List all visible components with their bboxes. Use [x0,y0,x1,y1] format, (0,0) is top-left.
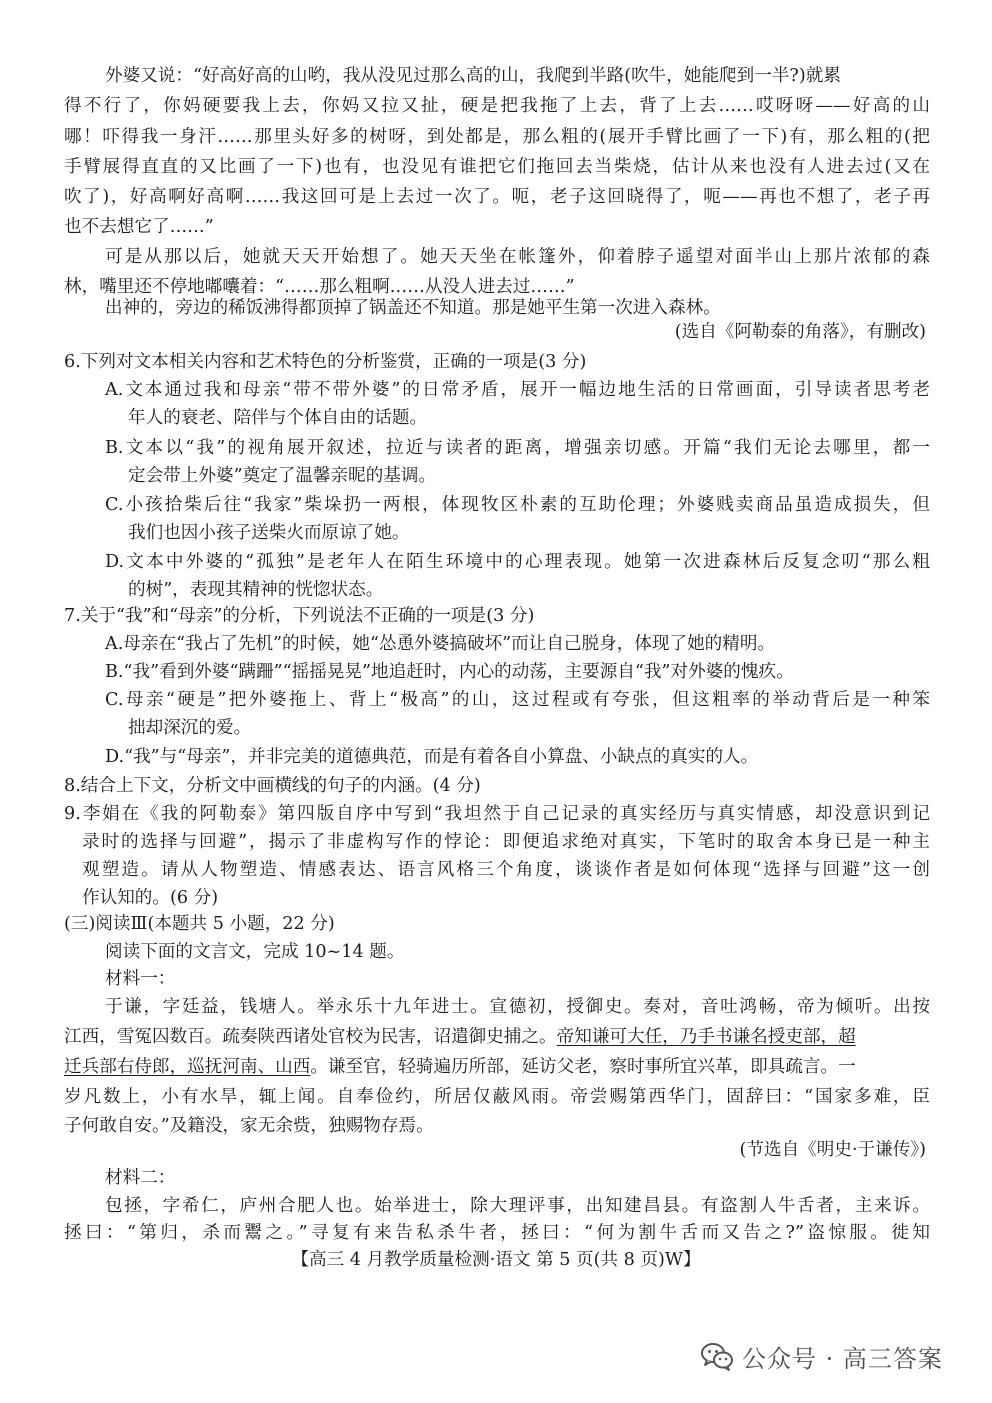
material-1-text: 江西，雪冤囚数百。疏奏陕西诸处官校为民害，诏遣御史捕之。 [64,1027,557,1047]
passage-line: 出神的，旁边的稀饭沸得都顶掉了锅盖还不知道。那是她平生第一次进入森林。 [105,298,721,318]
passage-line: 也不去想它了……” [64,217,214,237]
page-footer: 【高三 4 月教学质量检测·语文 第 5 页(共 8 页)W】 [291,1250,701,1270]
question-7-stem: 7.关于“我”和“母亲”的分析，下列说法不正确的一项是(3 分) [64,606,535,626]
passage-source: (选自《阿勒泰的角落》，有删改) [674,322,926,342]
section-instruction: 阅读下面的文言文，完成 10~14 题。 [105,942,405,962]
question-9-line: 观塑造。请从人物塑造、情感表达、语言风格三个角度，谈谈作者是如何体现“选择与回避”这一创 [82,860,930,880]
material-1-line [64,1057,856,1077]
question-6-option-b: B.文本以“我”的视角展开叙述，拉近与读者的距离，增强亲切感。开篇“我们无论去哪里，都一 [105,438,930,458]
question-6-option-c: C.小孩拾柴后往“我家”柴垛扔一两根，体现牧区朴素的互助伦理；外婆贱卖商品虽造成损失，但 [105,495,930,515]
underlined-sentence: 迁兵部右侍郎，巡抚河南、山西 [64,1057,311,1077]
question-6-option-a-cont: 年人的衰老、陪伴与个体自由的话题。 [128,408,428,428]
material-1-line [64,1027,856,1047]
question-7-option-a: A.母亲在“我占了先机”的时候，她“怂恿外婆搞破坏”而让自己脱身，体现了她的精明。 [105,634,776,654]
passage-line: 林，嘴里还不停地嘟囔着：“……那么粗啊……从没人进去过……” [64,277,575,297]
question-7-option-d: D.“我”与“母亲”，并非完美的道德典范，而是有着各自小算盘、小缺点的真实的人。 [105,747,759,767]
material-1-line: 岁凡数上，小有水旱，辄上闻。自奉俭约，所居仅蔽风雨。帝尝赐第西华门，固辞曰：“国家多难，臣 [64,1087,930,1107]
passage-line: 可是从那以后，她就天天开始想了。她天天坐在帐篷外，仰着脖子遥望对面半山上那片浓郁的森 [105,247,930,267]
wechat-watermark [700,1336,943,1376]
question-6-option-a: A.文本通过我和母亲“带不带外婆”的日常矛盾，展开一幅边地生活的日常画面，引导读者思考老 [105,380,930,400]
question-8: 8.结合上下文，分析文中画横线的句子的内涵。(4 分) [64,776,481,796]
material-2-line: 拯曰：“第归，杀而鬻之。”寻复有来告私杀牛者，拯曰：“何为割牛舌而又告之?”盗惊服。徙知 [64,1223,930,1243]
material-2-line: 包拯，字希仁，庐州合肥人也。始举进士，除大理评事，出知建昌县。有盗割人牛舌者，主来诉。 [105,1196,930,1216]
material-1-label: 材料一： [105,969,176,989]
question-9-line: 9.李娟在《我的阿勒泰》第四版自序中写到“我坦然于自己记录的真实经历与真实情感，却没意识到记 [64,804,930,824]
passage-line: 得不行了，你妈硬要我上去，你妈又拉又扯，硬是把我拖了上去，背了上去……哎呀呀——好高的山 [64,96,930,116]
material-1-source: (节选自《明史·于谦传》) [739,1140,926,1160]
question-6-option-d-cont: 的树”，表现其精神的恍惚状态。 [128,580,384,600]
question-6-option-b-cont: 定会带上外婆”奠定了温馨亲昵的基调。 [128,466,437,486]
question-9-line: 作认知的。(6 分) [82,888,219,908]
material-2-label: 材料二： [105,1168,176,1188]
question-6-option-d: D.文本中外婆的“孤独”是老年人在陌生环境中的心理表现。她第一次进森林后反复念叨“那么粗 [105,552,930,572]
passage-line: 手臂展得直直的又比画了一下)也有，也没见有谁把它们拖回去当柴烧，估计从来也没有人进去过(又在 [64,157,930,177]
underlined-sentence: 帝知谦可大任，乃手书谦名授吏部，超 [556,1027,856,1047]
question-9-line: 录时的选择与回避”，揭示了非虚构写作的悖论：即便追求绝对真实，下笔时的取舍本身已是一种主 [82,832,930,852]
material-1-line: 子何敢自安。”及籍没，家无余赀，独赐物存焉。 [64,1116,434,1136]
material-1-text: 。谦至官，轻骑遍历所部，延访父老，察时事所宜兴革，即具疏言。一 [310,1057,856,1077]
question-6-option-c-cont: 我们也因小孩子送柴火而原谅了她。 [128,523,410,543]
question-7-option-c: C.母亲“硬是”把外婆拖上、背上“极高”的山，这过程或有夸张，但这粗率的举动背后是一种笨 [105,690,930,710]
question-7-option-c-cont: 拙却深沉的爱。 [128,718,252,738]
wechat-icon [700,1339,734,1373]
passage-line: 外婆又说：“好高好高的山哟，我从没见过那么高的山，我爬到半路(吹牛，她能爬到一半?)就累 [105,66,841,86]
section-heading: (三)阅读Ⅲ(本题共 5 小题，22 分) [64,914,335,934]
passage-line: 哪！吓得我一身汗……那里头好多的树呀，到处都是，那么粗的(展开手臂比画了一下)有，那么粗的(把 [64,127,930,147]
material-1-line: 于谦，字廷益，钱塘人。举永乐十九年进士。宣德初，授御史。奏对，音吐鸿畅，帝为倾听。出按 [105,997,930,1017]
question-7-option-b: B.“我”看到外婆“蹒跚”“摇摇晃晃”地追赶时，内心的动荡，主要源自“我”对外婆的愧疚。 [105,662,794,682]
passage-line: 吹了)，好高啊好高啊……我这回可是上去过一次了。呃，老子这回晓得了，呃——再也不想了，老子再 [64,187,930,207]
question-6-stem: 6.下列对文本相关内容和艺术特色的分析鉴赏，正确的一项是(3 分) [64,352,587,372]
watermark-text: 公众号 · 高三答案 [742,1344,943,1373]
